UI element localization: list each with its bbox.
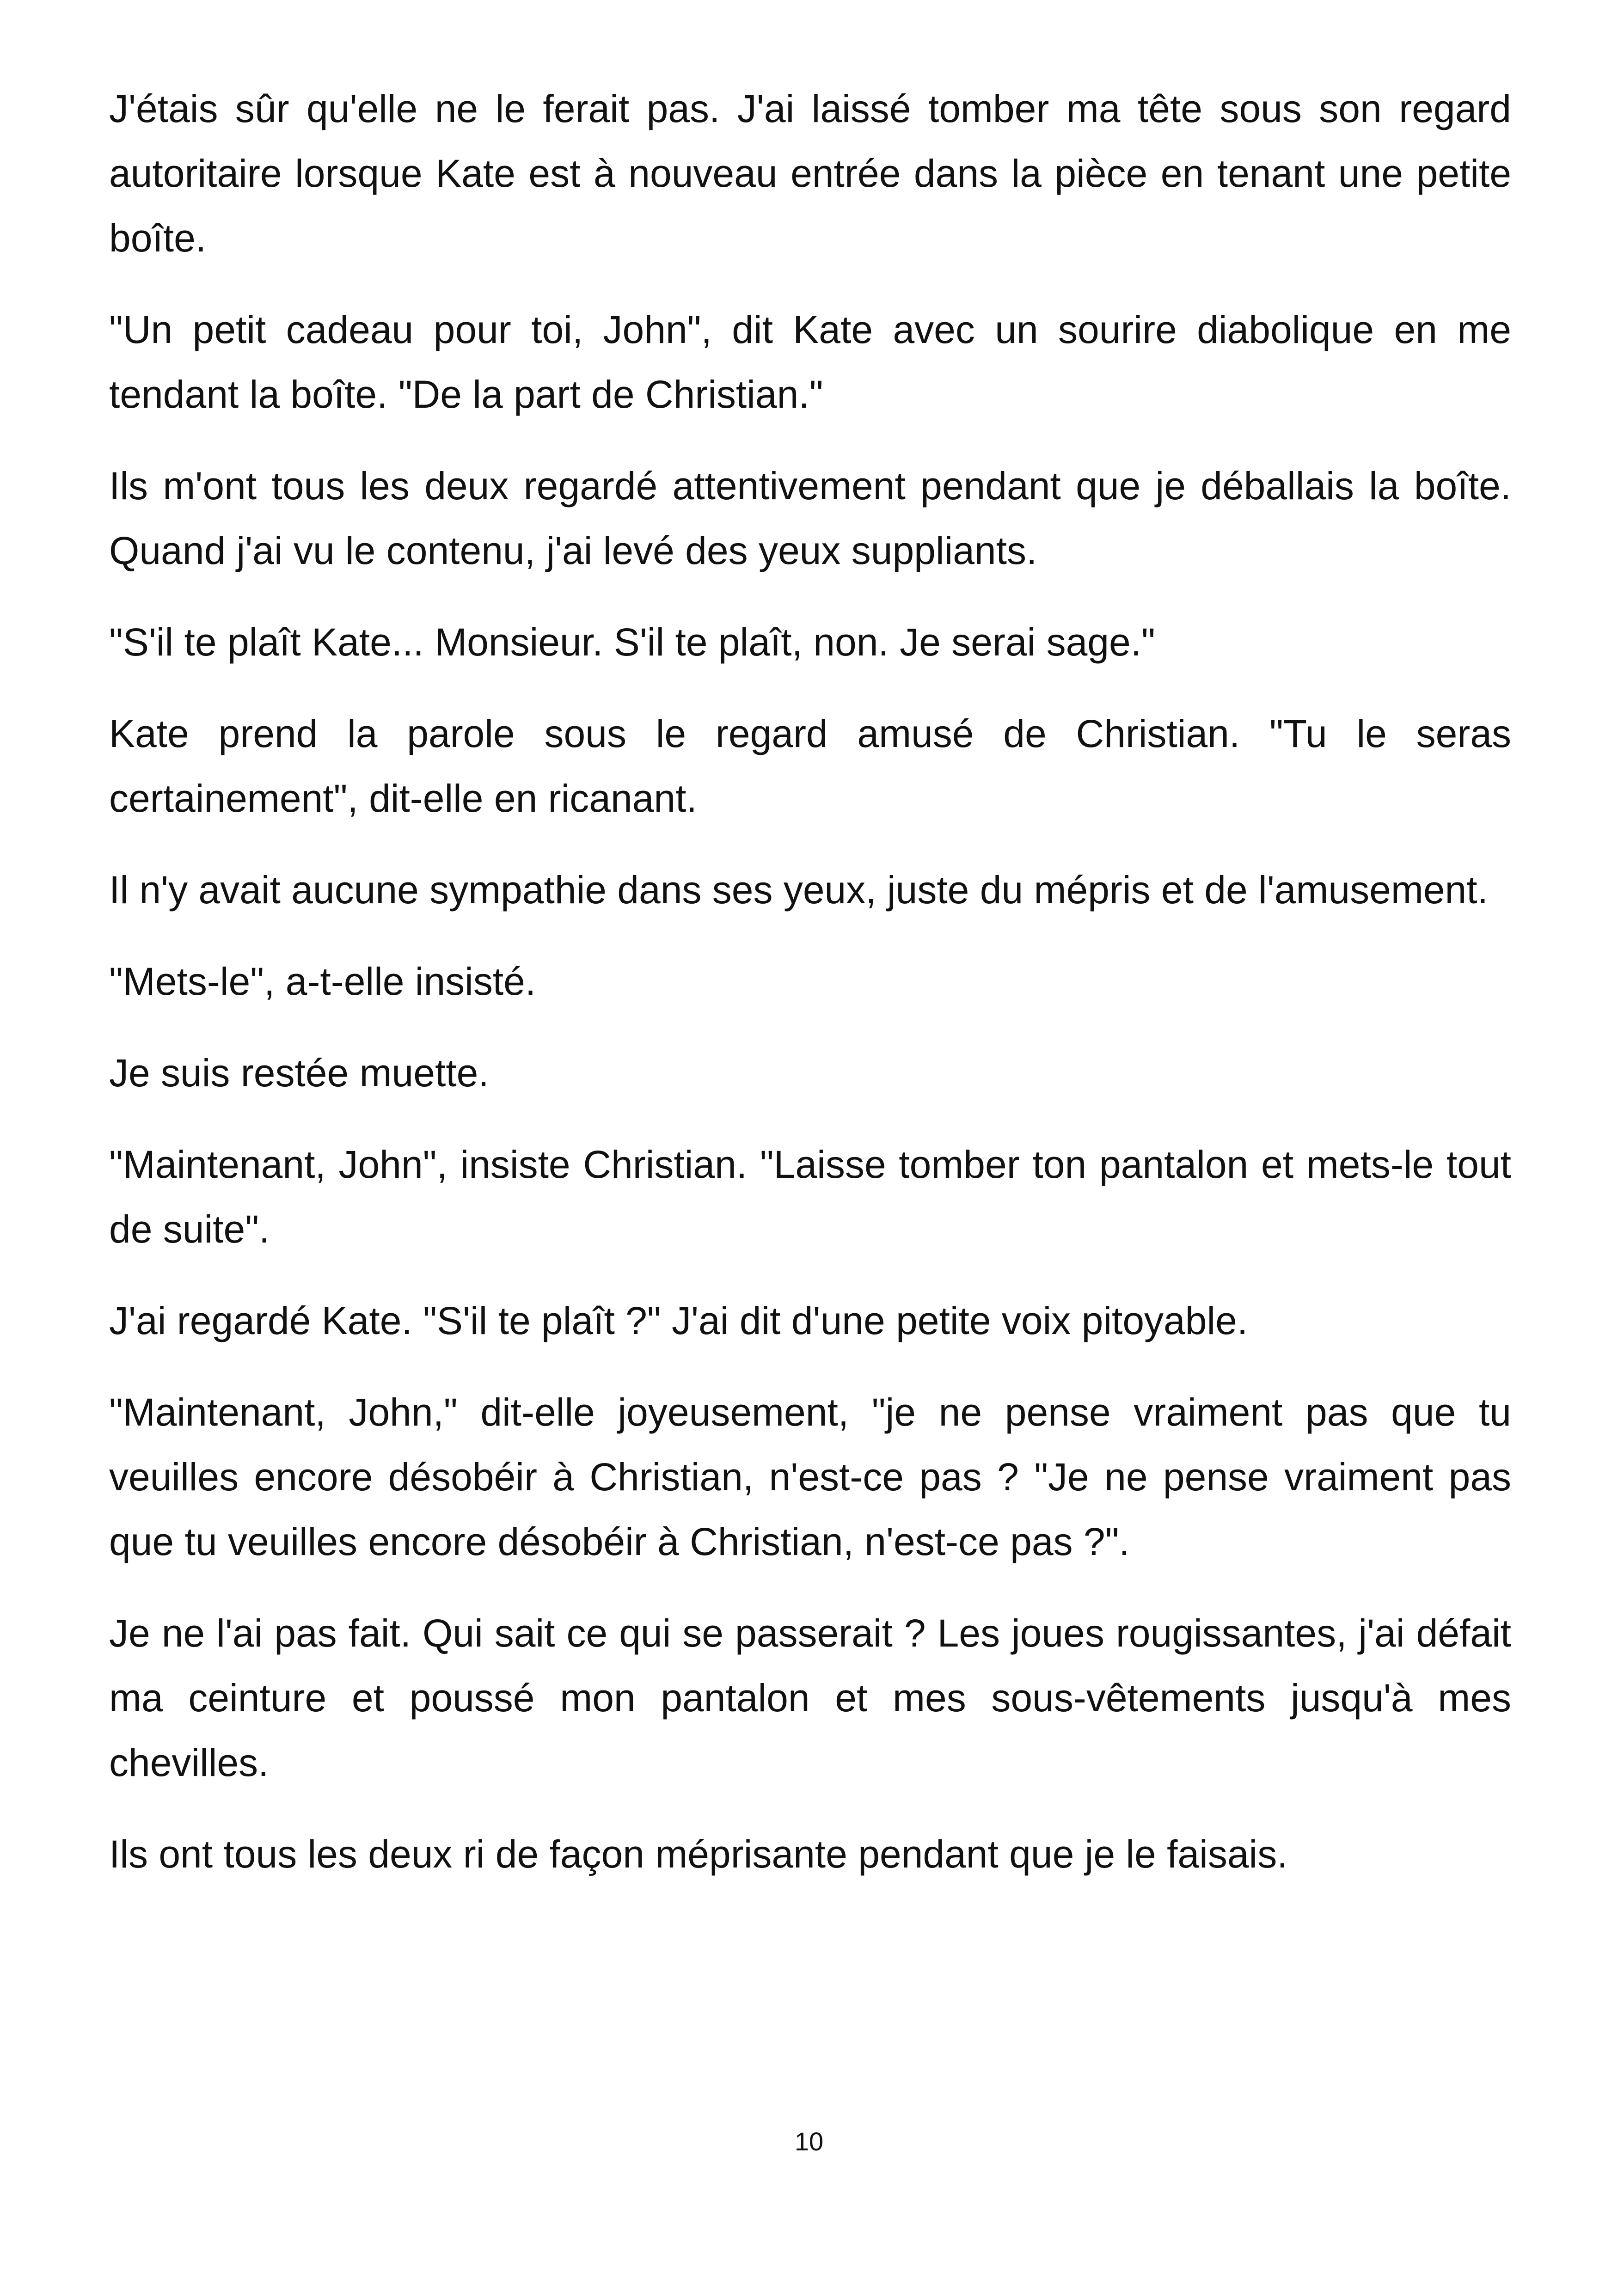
paragraph-9: "Maintenant, John", insiste Christian. "Laisse tomber ton pantalon et mets-le tout de suite". [109, 1143, 1511, 1251]
paragraph-2: "Un petit cadeau pour toi, John", dit Kate avec un sourire diabolique en me tendant la boîte. "De la part de Christian." [109, 308, 1511, 416]
paragraph-12: Je ne l'ai pas fait. Qui sait ce qui se passerait ? Les joues rougissantes, j'ai défait ma ceinture et poussé mon pantalon et mes sous-vêtements jusqu'à mes chevilles. [109, 1611, 1511, 1784]
paragraph-3: Ils m'ont tous les deux regardé attentivement pendant que je déballais la boîte. Quand j'ai vu le contenu, j'ai levé des yeux suppliants. [109, 464, 1511, 572]
paragraph-10: J'ai regardé Kate. "S'il te plaît ?" J'ai dit d'une petite voix pitoyable. [109, 1299, 1248, 1342]
paragraph-7: "Mets-le", a-t-elle insisté. [109, 960, 536, 1003]
paragraph-1: J'étais sûr qu'elle ne le ferait pas. J'ai laissé tomber ma tête sous son regard autoritaire lorsque Kate est à nouveau entrée dans la pièce en tenant une petite boîte. [109, 87, 1511, 260]
paragraph-13: Ils ont tous les deux ri de façon méprisante pendant que je le faisais. [109, 1832, 1288, 1876]
body-text [109, 76, 1511, 1913]
paragraph-11: "Maintenant, John," dit-elle joyeusement, "je ne pense vraiment pas que tu veuilles encore désobéir à Christian, n'est-ce pas ? "Je ne pense vraiment pas que tu veuilles encore désobéir à Christian, n'est-ce pas ?". [109, 1390, 1511, 1563]
paragraph-8: Je suis restée muette. [109, 1051, 489, 1095]
paragraph-5: Kate prend la parole sous le regard amusé de Christian. "Tu le seras certainement", dit-elle en ricanant. [109, 712, 1511, 820]
paragraph-4: "S'il te plaît Kate... Monsieur. S'il te plaît, non. Je serai sage." [109, 620, 1155, 664]
paragraph-6: Il n'y avait aucune sympathie dans ses yeux, juste du mépris et de l'amusement. [109, 868, 1488, 912]
page-number: 10 [794, 2127, 824, 2156]
